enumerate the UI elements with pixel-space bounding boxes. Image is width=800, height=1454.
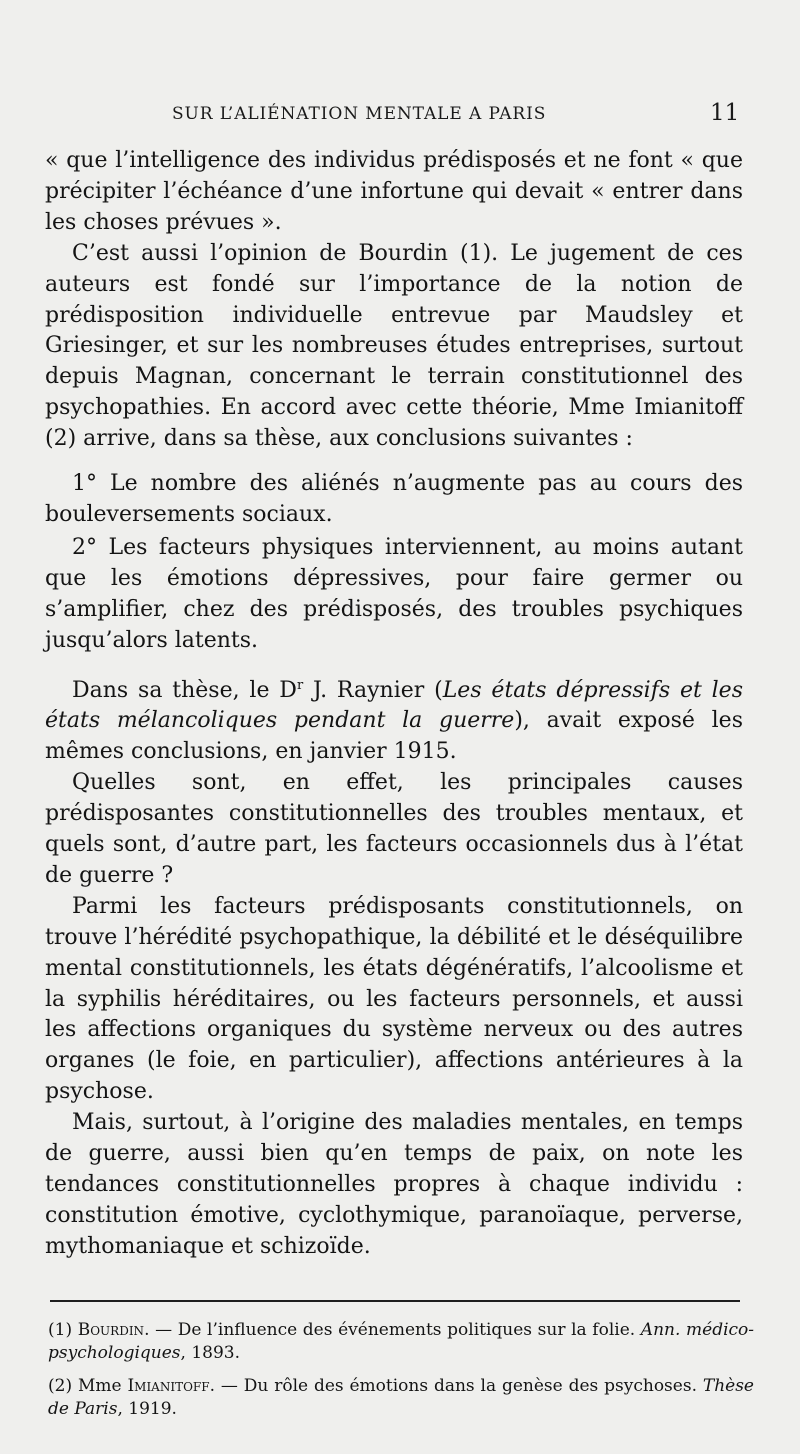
footnote-2	[48, 1375, 754, 1421]
footnote-2-year: , 1919.	[117, 1399, 177, 1419]
raynier-text-a: Dans sa thèse, le D	[72, 677, 297, 703]
footnotes	[48, 1319, 754, 1421]
footnote-1-text: . — De l’influence des événements politiques sur la folie.	[144, 1320, 641, 1340]
footnote-2-text: . — Du rôle des émotions dans la genèse des psychoses.	[209, 1376, 703, 1396]
footnote-2-source: Thèse de Paris	[48, 1376, 754, 1419]
running-title: SUR L’ALIÉNATION MENTALE A PARIS	[172, 104, 547, 124]
paragraph-constitutional-tendencies: Mais, surtout, à l’origine des maladies mentales, en temps de guerre, aussi bien qu’en temps de paix, on note les tendances constitutionnelles propres à chaque individu : constitution émotive, cyclothymique, paranoïaque, perverse, mythomaniaque et schizoïde.	[45, 1110, 743, 1259]
page-number: 11	[710, 100, 740, 126]
footnote-1-year: , 1893.	[180, 1343, 241, 1363]
paragraph-causes-question: Quelles sont, en effet, les principales causes prédisposantes constitutionnelles des troubles mentaux, et quels sont, d’autre part, les facteurs occasionnels dus à l’état de guerre ?	[45, 770, 743, 888]
conclusion-item-2: 2° Les facteurs physiques interviennent, au moins autant que les émotions dépressives, pour faire germer ou s’amplifier, chez des prédisposés, des troubles psychiques jusqu’alors latents.	[45, 534, 743, 653]
quote-continuation-paragraph: « que l’intelligence des individus prédisposés et ne font « que précipiter l’échéance d’une infortune qui devait « entrer dans les choses prévues ».	[45, 148, 743, 235]
footnote-1	[48, 1319, 754, 1365]
paragraph-raynier	[45, 671, 743, 769]
footnote-divider	[50, 1300, 740, 1302]
doctor-superscript: r	[296, 677, 304, 693]
paragraph-bourdin: C’est aussi l’opinion de Bourdin (1). Le jugement de ces auteurs est fondé sur l’importance de la notion de prédisposition individuelle entrevue par Maudsley et Griesinger, et sur les nombreuses études entreprises, surtout depuis Magnan, concernant le terrain constitutionnel des psychopathies. En accord avec cette théorie, Mme Imianitoff (2) arrive, dans sa thèse, aux conclusions suivantes :	[45, 240, 743, 452]
thesis-title: Les états dépressifs et les états mélancoliques pendant la guerre	[45, 677, 743, 734]
footnote-2-author: Imianitoff	[127, 1376, 210, 1396]
body-text	[45, 146, 743, 1263]
paragraph-predisposing-factors: Parmi les facteurs prédisposants constitutionnels, on trouve l’hérédité psychopathique, la débilité et le déséquilibre mental constitutionnels, les états dégénératifs, l’alcoolisme et la syphilis héréditaires, ou les facteurs personnels, et aussi les affections organiques du système nerveux ou des autres organes (le foie, en particulier), affections antérieures à la psychose.	[45, 893, 743, 1105]
footnote-2-number: (2) Mme	[48, 1376, 128, 1396]
footnote-1-author: Bourdin	[77, 1320, 145, 1340]
raynier-text-c: ), avait exposé les mêmes conclusions, en janvier 1915.	[45, 708, 743, 765]
footnote-1-number: (1)	[48, 1320, 78, 1340]
conclusion-item-1: 1° Le nombre des aliénés n’augmente pas au cours des bouleversements sociaux.	[45, 471, 743, 527]
footnote-1-journal: Ann. médico-psychologiques	[48, 1320, 755, 1363]
raynier-text-b: J. Raynier (	[303, 677, 443, 703]
